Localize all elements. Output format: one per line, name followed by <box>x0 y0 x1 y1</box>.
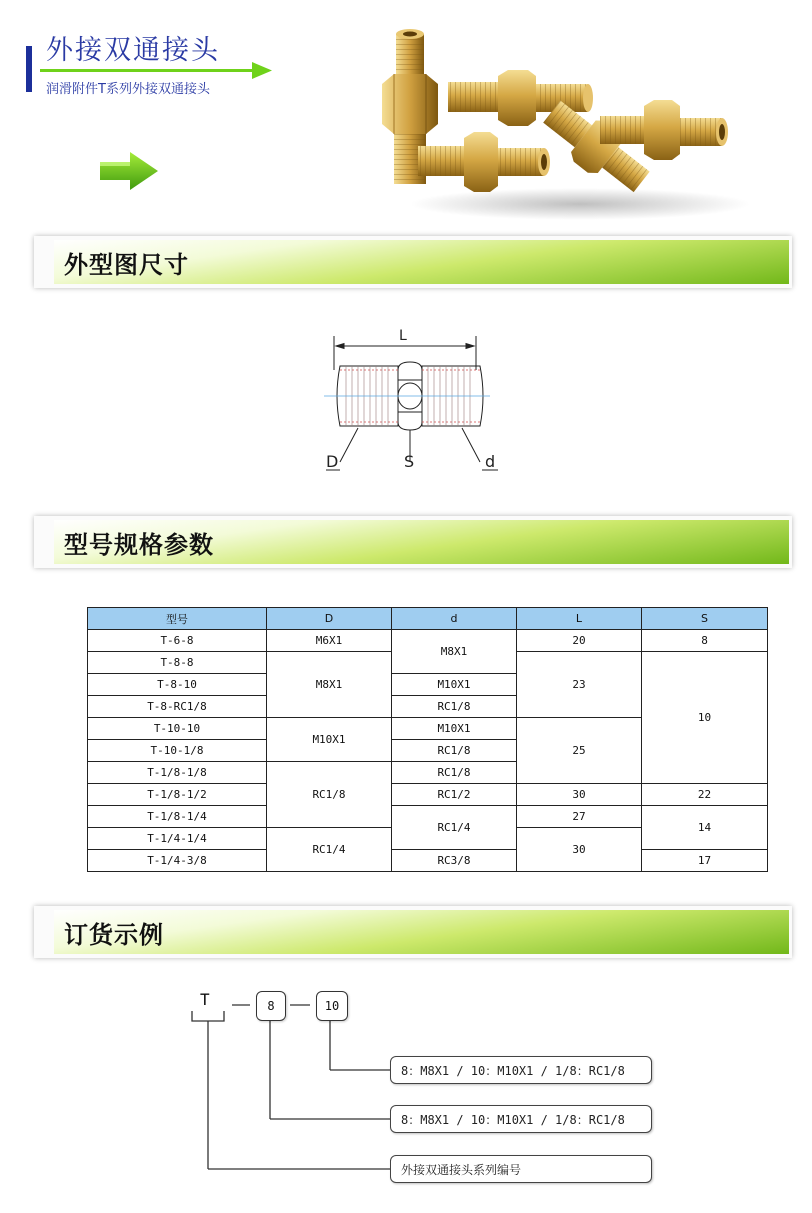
table-row <box>88 784 768 806</box>
code-dd-value: 10 <box>324 999 340 1013</box>
cell-d: RC1/8 <box>392 696 517 718</box>
section-banner-ordering <box>34 906 792 958</box>
cell-model: T-1/8-1/2 <box>88 784 267 806</box>
cell-L: 23 <box>517 652 642 718</box>
cell-S: 8 <box>642 630 768 652</box>
section-title-specs: 型号规格参数 <box>64 531 214 559</box>
cell-L: 27 <box>517 806 642 828</box>
cell-L: 30 <box>517 828 642 872</box>
cell-S: 22 <box>642 784 768 806</box>
cell-D: RC1/8 <box>267 762 392 828</box>
cell-S: 14 <box>642 806 768 850</box>
legend-thread-D <box>390 1105 652 1133</box>
dim-label-D: D <box>326 452 339 471</box>
cell-L: 20 <box>517 630 642 652</box>
col-header-D: D <box>267 608 392 630</box>
cell-model: T-8-10 <box>88 674 267 696</box>
col-header-L: L <box>517 608 642 630</box>
col-header-d: d <box>392 608 517 630</box>
page-title: 外接双通接头 <box>46 35 220 66</box>
section-banner-outline <box>34 236 792 288</box>
section-banner-specs <box>34 516 792 568</box>
dim-label-d: d <box>485 452 496 471</box>
cell-model: T-6-8 <box>88 630 267 652</box>
cell-d: RC1/8 <box>392 762 517 784</box>
legend-thread-d <box>390 1056 652 1084</box>
legend-thread-D-text: 8：M8X1 / 10：M10X1 / 1/8：RC1/8 <box>401 1112 625 1127</box>
dim-label-S: S <box>404 452 415 471</box>
cell-d: M10X1 <box>392 674 517 696</box>
cell-D: RC1/4 <box>267 828 392 872</box>
green-arrow-icon <box>98 150 162 192</box>
table-row <box>88 850 768 872</box>
cell-model: T-1/4-3/8 <box>88 850 267 872</box>
cell-d: RC3/8 <box>392 850 517 872</box>
cell-D: M8X1 <box>267 652 392 718</box>
code-box-d <box>256 991 286 1021</box>
cell-d: M10X1 <box>392 718 517 740</box>
cell-D: M6X1 <box>267 630 392 652</box>
cell-model: T-1/4-1/4 <box>88 828 267 850</box>
cell-d: RC1/2 <box>392 784 517 806</box>
spec-table <box>87 607 768 872</box>
section-title-outline: 外型图尺寸 <box>64 251 189 279</box>
header-accent-bar <box>26 46 32 92</box>
section-title-ordering: 订货示例 <box>64 921 164 949</box>
legend-series <box>390 1155 652 1183</box>
code-d-value: 8 <box>267 999 275 1013</box>
code-box-dd <box>316 991 348 1021</box>
page-subtitle: 润滑附件T系列外接双通接头 <box>46 82 210 97</box>
col-header-model: 型号 <box>88 608 267 630</box>
cell-model: T-8-8 <box>88 652 267 674</box>
cell-model: T-10-10 <box>88 718 267 740</box>
code-prefix: T <box>200 990 210 1009</box>
legend-thread-d-text: 8：M8X1 / 10：M10X1 / 1/8：RC1/8 <box>401 1063 625 1078</box>
cell-d: M8X1 <box>392 630 517 674</box>
cell-model: T-8-RC1/8 <box>88 696 267 718</box>
cell-d: RC1/4 <box>392 806 517 850</box>
cell-model: T-1/8-1/4 <box>88 806 267 828</box>
cell-S: 17 <box>642 850 768 872</box>
cell-model: T-1/8-1/8 <box>88 762 267 784</box>
cell-L: 30 <box>517 784 642 806</box>
legend-series-text: 外接双通接头系列编号 <box>401 1162 522 1177</box>
table-row <box>88 806 768 828</box>
col-header-S: S <box>642 608 768 630</box>
cell-L: 25 <box>517 718 642 784</box>
table-row <box>88 630 768 652</box>
dim-label-L: L <box>399 328 407 344</box>
cell-d: RC1/8 <box>392 740 517 762</box>
cell-D: M10X1 <box>267 718 392 762</box>
cell-S: 10 <box>642 652 768 784</box>
product-photo-brass-fittings <box>360 24 760 224</box>
table-header-row <box>88 608 768 630</box>
cell-model: T-10-1/8 <box>88 740 267 762</box>
